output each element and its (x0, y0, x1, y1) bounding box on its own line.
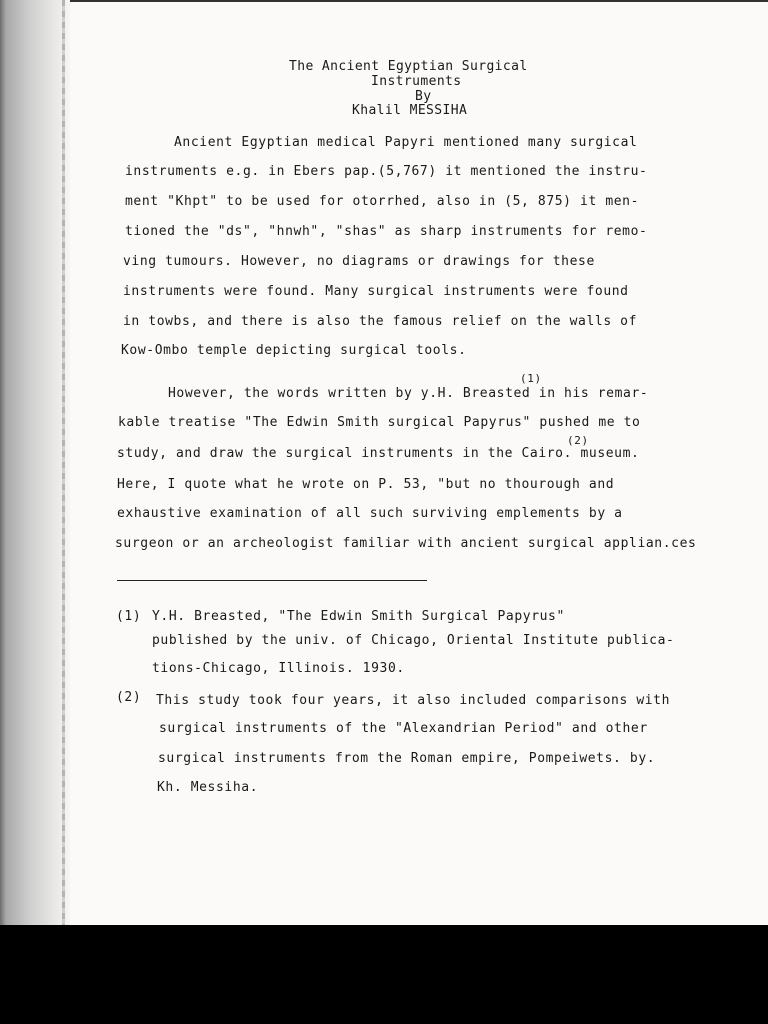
footnote-separator (117, 580, 427, 581)
footnote-2-line-1: This study took four years, it also included comparisons with (156, 693, 671, 708)
para2-line-1: However, the words written by y.H. Breasted in his remar- (168, 386, 649, 401)
author-name: Khalil MESSIHA (352, 103, 468, 118)
para1-line-6: instruments were found. Many surgical instruments were found (123, 284, 629, 299)
para1-line-3: ment "Khpt" to be used for otorrhed, also in (5, 875) it men- (125, 194, 640, 209)
footnote-1-line-2: published by the univ. of Chicago, Oriental Institute publica- (152, 633, 675, 648)
title-line-2: Instruments (371, 74, 462, 89)
binding-edge (62, 0, 65, 925)
footnote-1-line-1: Y.H. Breasted, "The Edwin Smith Surgical Papyrus" (152, 609, 565, 624)
para1-line-4: tioned the "ds", "hnwh", "shas" as sharp instruments for remo- (125, 224, 648, 239)
para1-line-7: in towbs, and there is also the famous relief on the walls of (123, 314, 638, 329)
footnote-1-number: (1) (116, 609, 142, 624)
reference-marker-1: (1) (520, 372, 542, 385)
footnote-2-line-2: surgical instruments of the "Alexandrian Period" and other (159, 721, 648, 736)
scan-bottom-border (0, 925, 768, 1024)
para2-line-6: surgeon or an archeologist familiar with ancient surgical applian.ces (115, 536, 697, 551)
footnote-2-line-4: Kh. Messiha. (157, 780, 259, 795)
footnote-2-number: (2) (116, 690, 142, 705)
title-line-3: By (415, 89, 432, 104)
para1-line-1: Ancient Egyptian medical Papyri mentioned many surgical (174, 135, 638, 150)
para2-line-2: kable treatise "The Edwin Smith surgical Papyrus" pushed me to (118, 415, 641, 430)
para2-line-5: exhaustive examination of all such surviving emplements by a (117, 506, 623, 521)
footnote-1-line-3: tions-Chicago, Illinois. 1930. (152, 661, 405, 676)
para2-line-3: study, and draw the surgical instruments in the Cairo. museum. (117, 446, 640, 461)
reference-marker-2: (2) (567, 434, 589, 447)
title-line-1: The Ancient Egyptian Surgical (289, 59, 528, 74)
book-spine-shadow (0, 0, 70, 925)
footnote-2-line-3: surgical instruments from the Roman empire, Pompeiwets. by. (158, 751, 656, 766)
para1-line-5: ving tumours. However, no diagrams or drawings for these (123, 254, 595, 269)
para1-line-8: Kow-Ombo temple depicting surgical tools. (121, 343, 467, 358)
para1-line-2: instruments e.g. in Ebers pap.(5,767) it mentioned the instru- (125, 164, 648, 179)
para2-line-4: Here, I quote what he wrote on P. 53, "but no thourough and (117, 477, 615, 492)
top-edge-line (70, 0, 768, 2)
